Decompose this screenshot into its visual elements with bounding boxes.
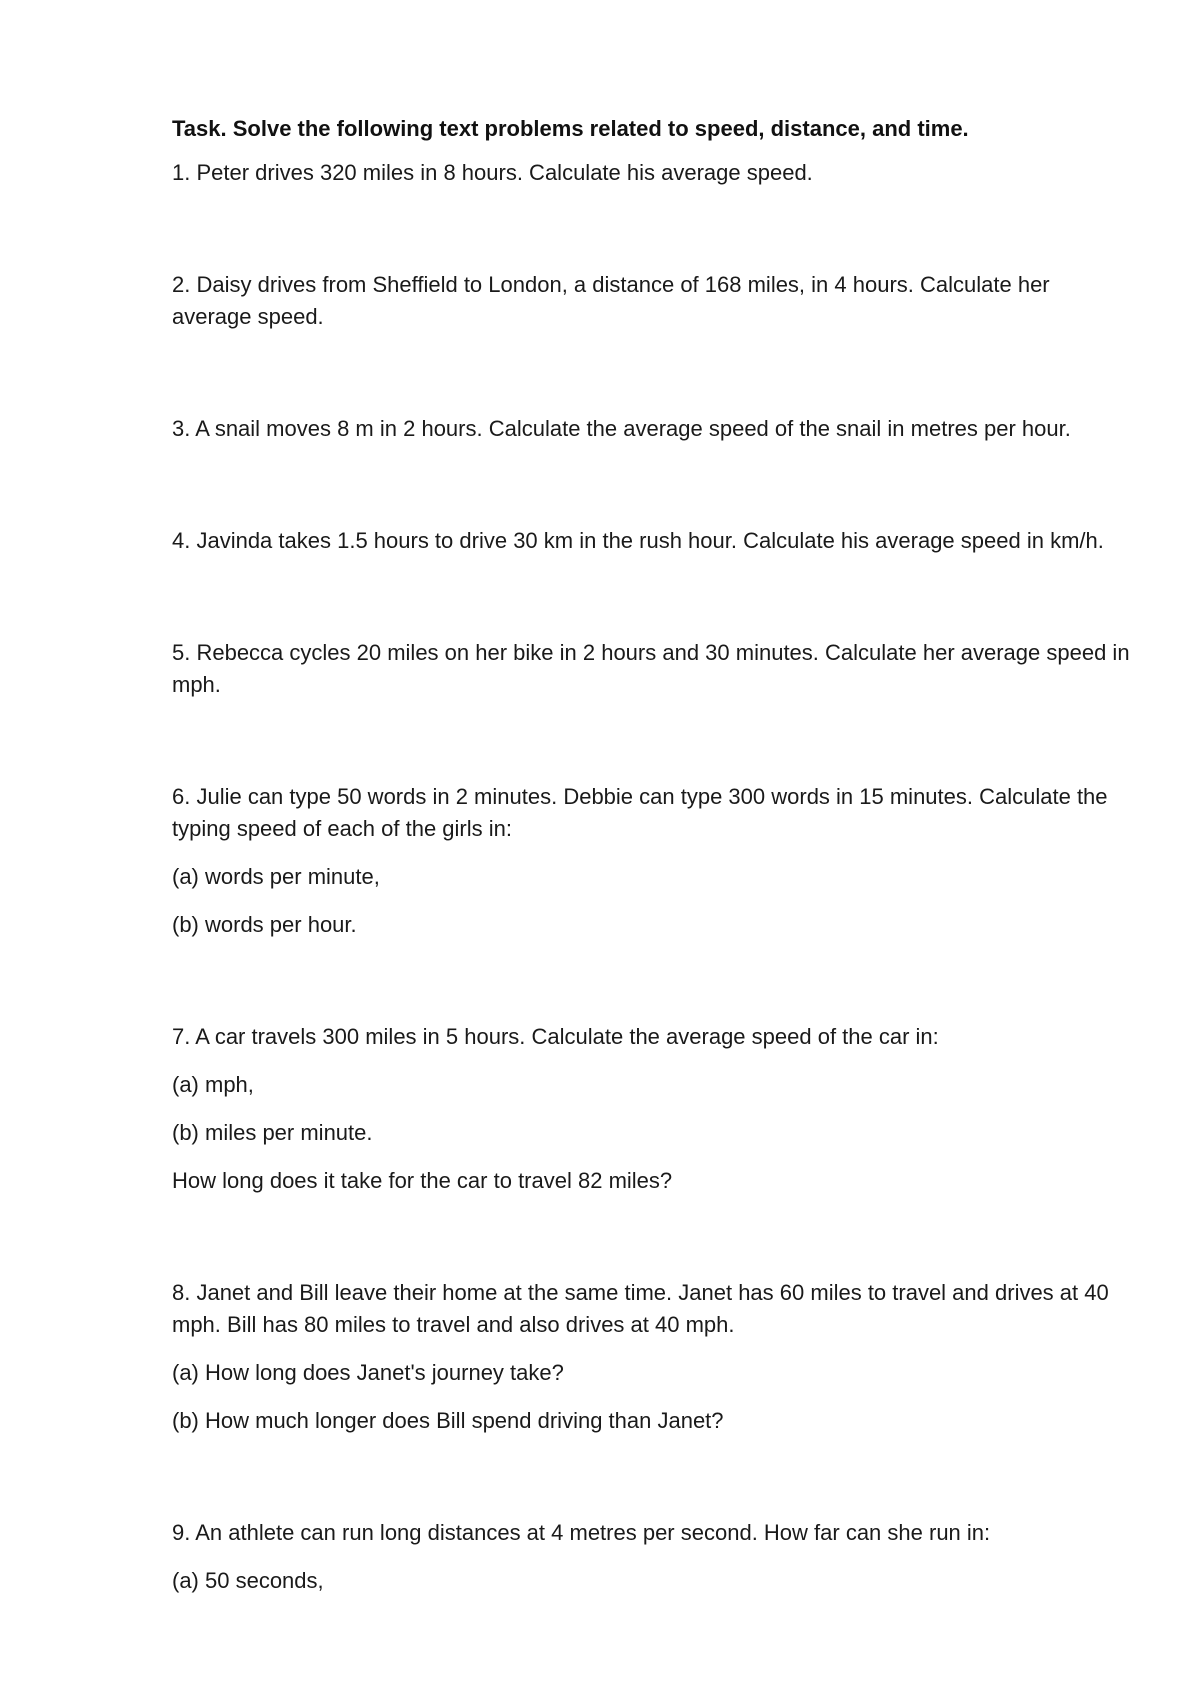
problem-5: [172, 637, 1132, 701]
spacer: [172, 349, 1132, 413]
problem-4-text: 4. Javinda takes 1.5 hours to drive 30 km in the rush hour. Calculate his average speed in km/h.: [172, 528, 1104, 553]
spacer: [172, 1213, 1132, 1277]
spacer: [172, 957, 1132, 1021]
problem-8-part-a: (a) How long does Janet's journey take?: [172, 1360, 564, 1385]
problem-1: [172, 157, 1132, 189]
document-page: [172, 113, 1132, 1613]
problem-1-text: 1. Peter drives 320 miles in 8 hours. Calculate his average speed.: [172, 160, 813, 185]
problem-8-part-b: (b) How much longer does Bill spend driving than Janet?: [172, 1408, 724, 1433]
problem-7-followup: How long does it take for the car to travel 82 miles?: [172, 1168, 673, 1193]
spacer: [172, 1453, 1132, 1517]
problem-7-text: 7. A car travels 300 miles in 5 hours. Calculate the average speed of the car in:: [172, 1024, 939, 1049]
problem-6-part-b: (b) words per hour.: [172, 912, 357, 937]
problem-5-text: 5. Rebecca cycles 20 miles on her bike in 2 hours and 30 minutes. Calculate her average speed in mph.: [172, 640, 1130, 697]
problem-8: [172, 1277, 1132, 1437]
problem-6-part-a: (a) words per minute,: [172, 864, 380, 889]
problem-7-part-b: (b) miles per minute.: [172, 1120, 373, 1145]
problem-6: [172, 781, 1132, 941]
problem-7: [172, 1021, 1132, 1197]
problem-6-text: 6. Julie can type 50 words in 2 minutes. Debbie can type 300 words in 15 minutes. Calculate the typing speed of each of the girls in:: [172, 784, 1108, 841]
spacer: [172, 205, 1132, 269]
spacer: [172, 717, 1132, 781]
problem-9-part-a: (a) 50 seconds,: [172, 1568, 324, 1593]
spacer: [172, 461, 1132, 525]
problem-9-text: 9. An athlete can run long distances at 4 metres per second. How far can she run in:: [172, 1520, 991, 1545]
task-title: Task. Solve the following text problems related to speed, distance, and time.: [172, 116, 969, 141]
problem-2: [172, 269, 1132, 333]
problem-3: [172, 413, 1132, 445]
problem-2-text: 2. Daisy drives from Sheffield to London, a distance of 168 miles, in 4 hours. Calculate her average speed.: [172, 272, 1050, 329]
problem-7-part-a: (a) mph,: [172, 1072, 254, 1097]
problem-3-text: 3. A snail moves 8 m in 2 hours. Calculate the average speed of the snail in metres per hour.: [172, 416, 1071, 441]
problem-4: [172, 525, 1132, 557]
problem-8-text: 8. Janet and Bill leave their home at the same time. Janet has 60 miles to travel and drives at 40 mph. Bill has 80 miles to travel and also drives at 40 mph.: [172, 1280, 1109, 1337]
problem-9: [172, 1517, 1132, 1597]
spacer: [172, 573, 1132, 637]
